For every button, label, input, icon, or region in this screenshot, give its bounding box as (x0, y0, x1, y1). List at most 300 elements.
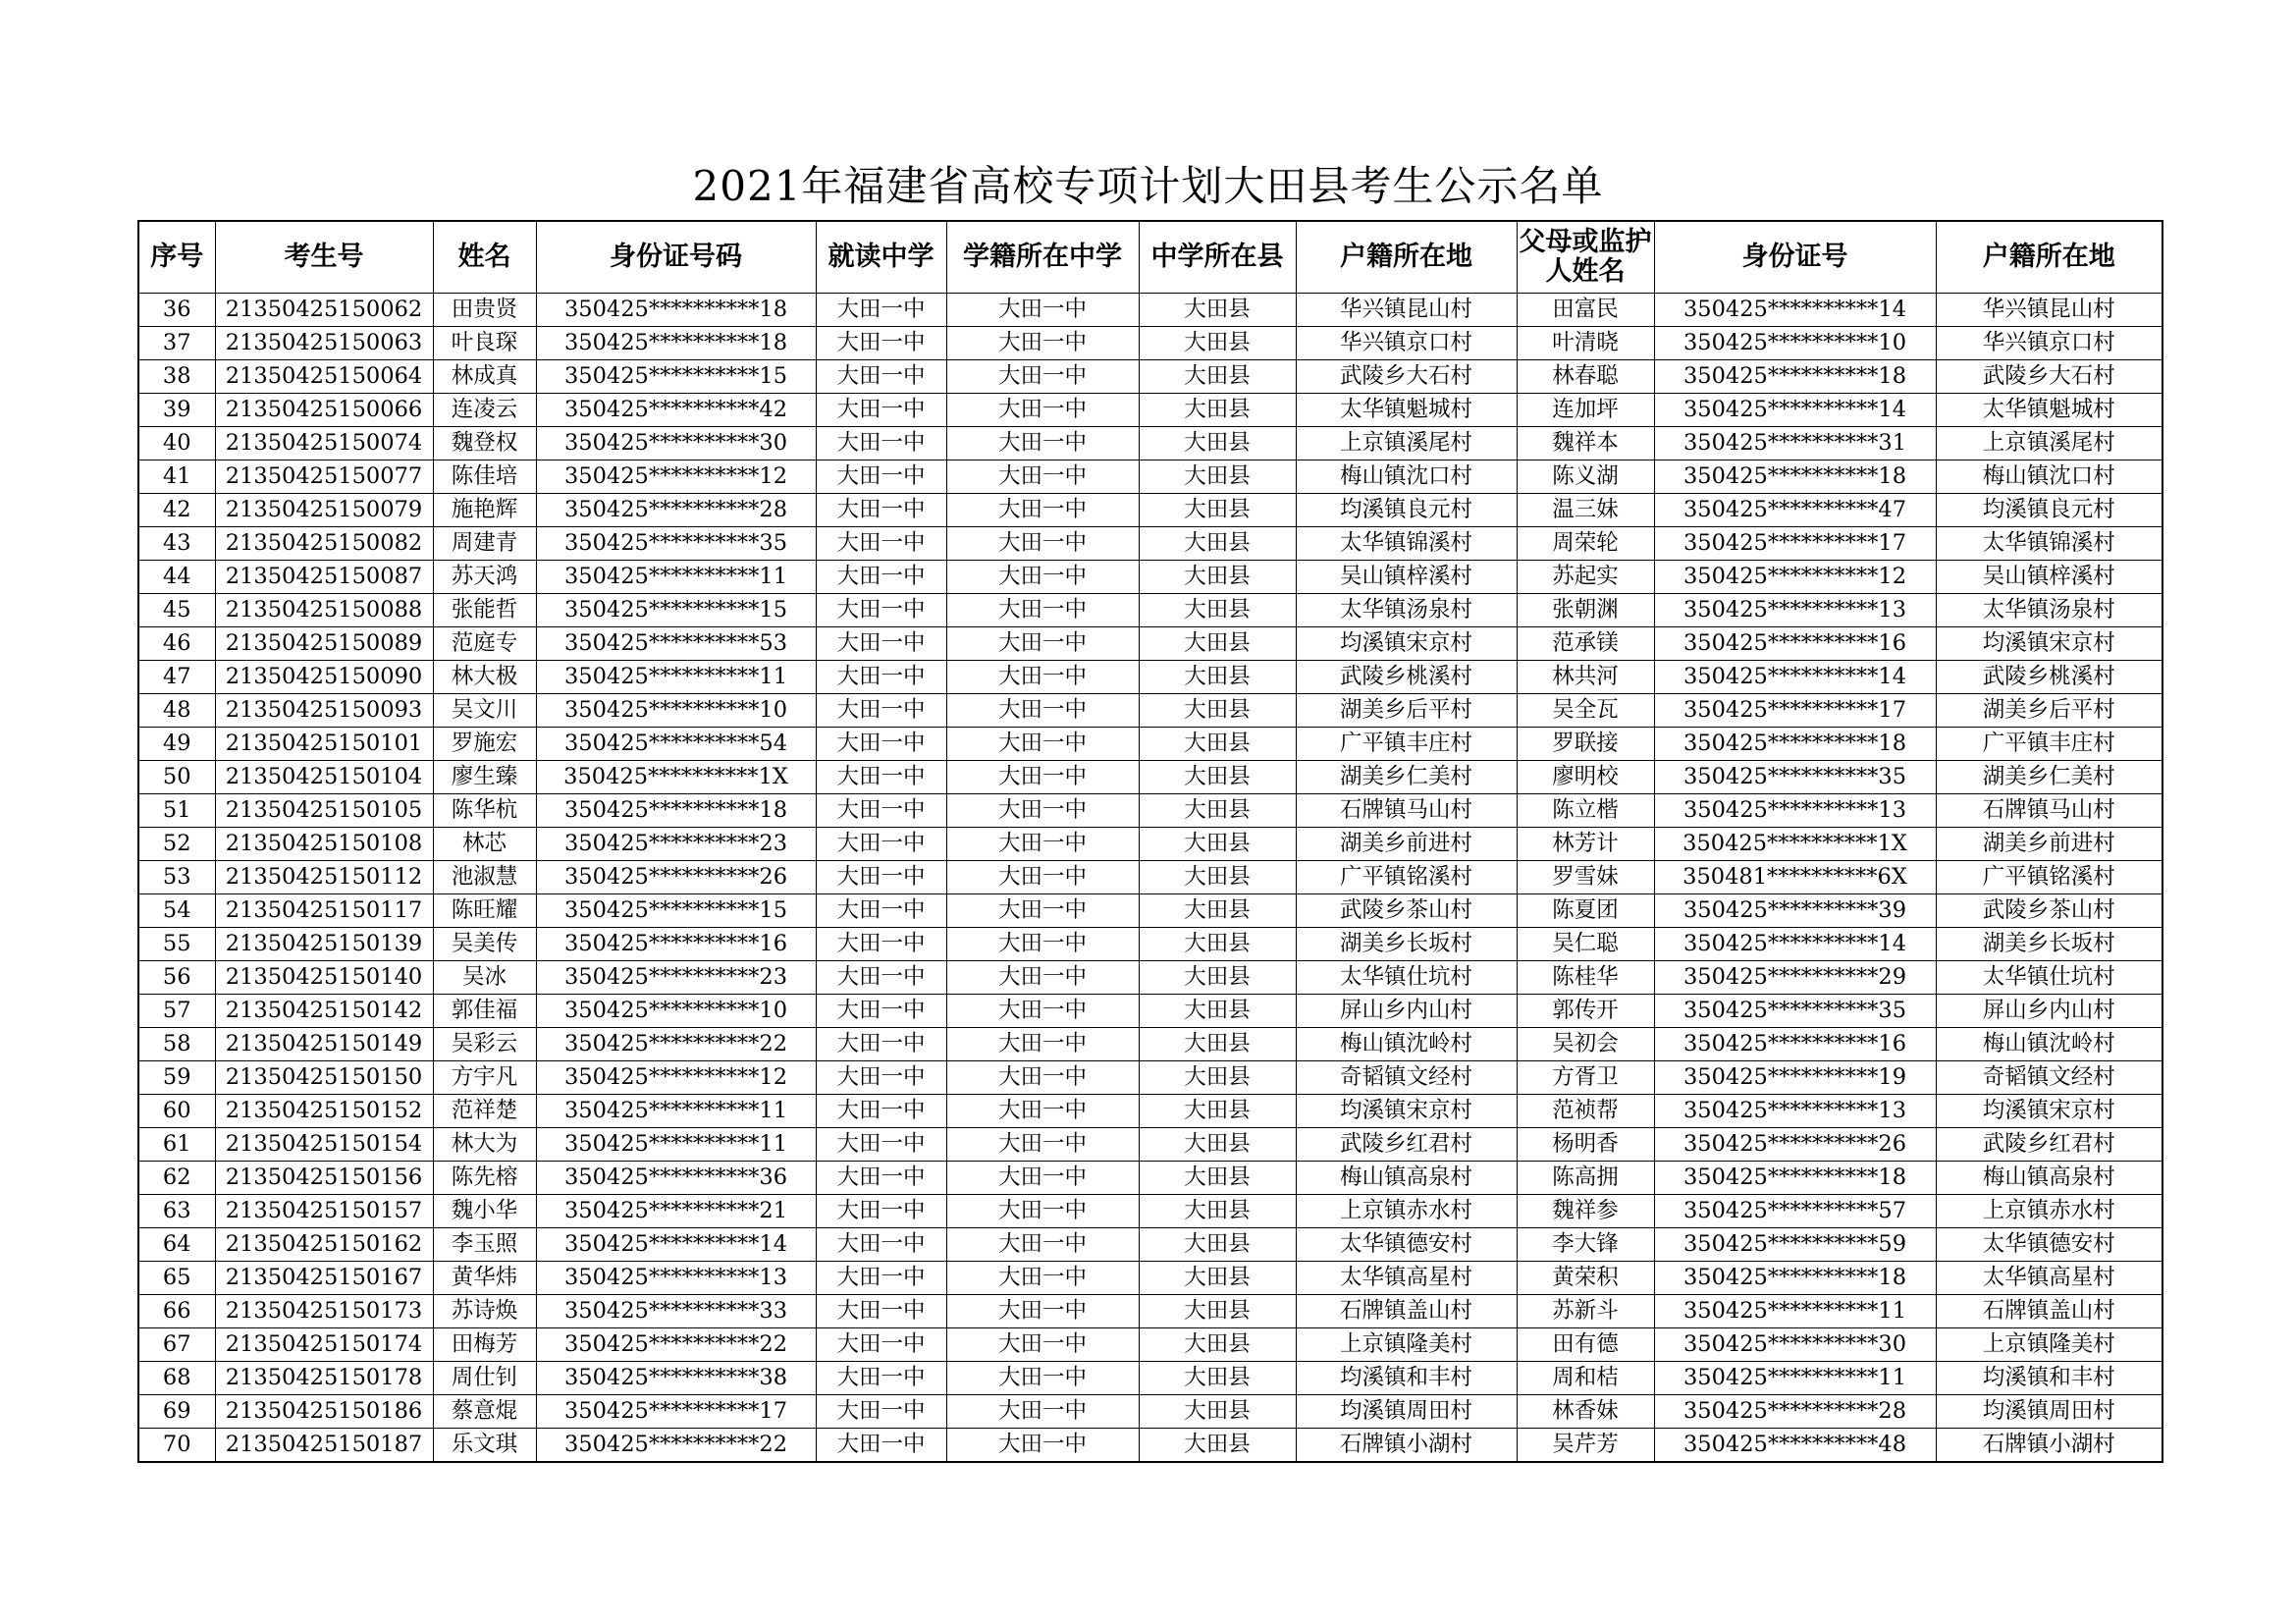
enrolled-school-cell: 大田一中 (946, 294, 1139, 327)
school-county-cell: 大田县 (1139, 561, 1296, 594)
guardian-name-cell: 苏起实 (1517, 561, 1654, 594)
residence-cell: 屏山乡内山村 (1296, 995, 1517, 1028)
index-cell: 53 (138, 861, 215, 894)
enrolled-school-cell: 大田一中 (946, 828, 1139, 861)
header-cell-enrolled-school: 学籍所在中学 (946, 221, 1139, 294)
guardian-id-cell: 350425**********14 (1654, 394, 1936, 427)
enrolled-school-cell: 大田一中 (946, 694, 1139, 728)
guardian-id-cell: 350425**********12 (1654, 561, 1936, 594)
guardian-residence-cell: 太华镇仕坑村 (1936, 961, 2163, 995)
residence-cell: 石牌镇马山村 (1296, 794, 1517, 828)
index-cell: 45 (138, 594, 215, 627)
school-cell: 大田一中 (816, 594, 946, 627)
index-cell: 63 (138, 1195, 215, 1228)
enrolled-school-cell: 大田一中 (946, 894, 1139, 928)
name-cell: 蔡意焜 (433, 1395, 536, 1429)
exam-number-cell: 21350425150082 (215, 527, 433, 561)
school-county-cell: 大田县 (1139, 861, 1296, 894)
guardian-name-cell: 范祯帮 (1517, 1095, 1654, 1128)
index-cell: 57 (138, 995, 215, 1028)
index-cell: 60 (138, 1095, 215, 1128)
exam-number-cell: 21350425150187 (215, 1429, 433, 1463)
school-cell: 大田一中 (816, 1061, 946, 1095)
table-row (138, 327, 2163, 360)
residence-cell: 太华镇汤泉村 (1296, 594, 1517, 627)
school-cell: 大田一中 (816, 1095, 946, 1128)
guardian-name-cell: 吴芹芳 (1517, 1429, 1654, 1463)
school-county-cell: 大田县 (1139, 1429, 1296, 1463)
guardian-name-cell: 吴全瓦 (1517, 694, 1654, 728)
table-row (138, 928, 2163, 961)
guardian-name-cell: 林共河 (1517, 661, 1654, 694)
guardian-residence-cell: 石牌镇盖山村 (1936, 1295, 2163, 1328)
index-cell: 64 (138, 1228, 215, 1262)
name-cell: 魏登权 (433, 427, 536, 460)
id-number-cell: 350425**********23 (536, 828, 816, 861)
table-row (138, 761, 2163, 794)
guardian-id-cell: 350425**********10 (1654, 327, 1936, 360)
table-row (138, 961, 2163, 995)
school-cell: 大田一中 (816, 627, 946, 661)
school-county-cell: 大田县 (1139, 1262, 1296, 1295)
index-cell: 68 (138, 1362, 215, 1395)
name-cell: 范庭专 (433, 627, 536, 661)
index-cell: 50 (138, 761, 215, 794)
enrolled-school-cell: 大田一中 (946, 494, 1139, 527)
guardian-id-cell: 350425**********16 (1654, 627, 1936, 661)
enrolled-school-cell: 大田一中 (946, 761, 1139, 794)
table-row (138, 1095, 2163, 1128)
enrolled-school-cell: 大田一中 (946, 1095, 1139, 1128)
guardian-residence-cell: 上京镇赤水村 (1936, 1195, 2163, 1228)
school-cell: 大田一中 (816, 728, 946, 761)
id-number-cell: 350425**********14 (536, 1228, 816, 1262)
exam-number-cell: 21350425150108 (215, 828, 433, 861)
guardian-residence-cell: 石牌镇小湖村 (1936, 1429, 2163, 1463)
guardian-id-cell: 350425**********14 (1654, 661, 1936, 694)
exam-number-cell: 21350425150117 (215, 894, 433, 928)
residence-cell: 湖美乡仁美村 (1296, 761, 1517, 794)
exam-number-cell: 21350425150152 (215, 1095, 433, 1128)
index-cell: 66 (138, 1295, 215, 1328)
id-number-cell: 350425**********12 (536, 460, 816, 494)
id-number-cell: 350425**********11 (536, 561, 816, 594)
residence-cell: 广平镇铭溪村 (1296, 861, 1517, 894)
name-cell: 廖生臻 (433, 761, 536, 794)
enrolled-school-cell: 大田一中 (946, 594, 1139, 627)
name-cell: 陈佳培 (433, 460, 536, 494)
id-number-cell: 350425**********10 (536, 694, 816, 728)
enrolled-school-cell: 大田一中 (946, 1295, 1139, 1328)
header-cell-name: 姓名 (433, 221, 536, 294)
id-number-cell: 350425**********30 (536, 427, 816, 460)
header-cell-school: 就读中学 (816, 221, 946, 294)
school-cell: 大田一中 (816, 828, 946, 861)
guardian-id-cell: 350425**********35 (1654, 761, 1936, 794)
exam-number-cell: 21350425150077 (215, 460, 433, 494)
header-cell-id-number: 身份证号码 (536, 221, 816, 294)
guardian-id-cell: 350425**********16 (1654, 1028, 1936, 1061)
index-cell: 48 (138, 694, 215, 728)
exam-number-cell: 21350425150090 (215, 661, 433, 694)
roster-table (137, 220, 2163, 1463)
guardian-residence-cell: 梅山镇沈口村 (1936, 460, 2163, 494)
id-number-cell: 350425**********22 (536, 1429, 816, 1463)
id-number-cell: 350425**********36 (536, 1162, 816, 1195)
school-cell: 大田一中 (816, 1262, 946, 1295)
name-cell: 方宇凡 (433, 1061, 536, 1095)
exam-number-cell: 21350425150149 (215, 1028, 433, 1061)
school-county-cell: 大田县 (1139, 828, 1296, 861)
exam-number-cell: 21350425150156 (215, 1162, 433, 1195)
school-county-cell: 大田县 (1139, 1061, 1296, 1095)
index-cell: 38 (138, 360, 215, 394)
guardian-name-cell: 魏祥参 (1517, 1195, 1654, 1228)
school-cell: 大田一中 (816, 694, 946, 728)
residence-cell: 石牌镇小湖村 (1296, 1429, 1517, 1463)
exam-number-cell: 21350425150089 (215, 627, 433, 661)
guardian-id-cell: 350425**********35 (1654, 995, 1936, 1028)
residence-cell: 武陵乡茶山村 (1296, 894, 1517, 928)
residence-cell: 武陵乡红君村 (1296, 1128, 1517, 1162)
guardian-residence-cell: 华兴镇昆山村 (1936, 294, 2163, 327)
guardian-id-cell: 350425**********18 (1654, 1262, 1936, 1295)
index-cell: 70 (138, 1429, 215, 1463)
index-cell: 43 (138, 527, 215, 561)
table-row (138, 627, 2163, 661)
residence-cell: 奇韬镇文经村 (1296, 1061, 1517, 1095)
id-number-cell: 350425**********12 (536, 1061, 816, 1095)
table-row (138, 1328, 2163, 1362)
table-row (138, 694, 2163, 728)
guardian-residence-cell: 武陵乡桃溪村 (1936, 661, 2163, 694)
school-county-cell: 大田县 (1139, 1128, 1296, 1162)
school-county-cell: 大田县 (1139, 427, 1296, 460)
exam-number-cell: 21350425150104 (215, 761, 433, 794)
header-cell-guardian-residence: 户籍所在地 (1936, 221, 2163, 294)
school-county-cell: 大田县 (1139, 661, 1296, 694)
exam-number-cell: 21350425150063 (215, 327, 433, 360)
name-cell: 乐文琪 (433, 1429, 536, 1463)
index-cell: 56 (138, 961, 215, 995)
guardian-id-cell: 350425**********48 (1654, 1429, 1936, 1463)
index-cell: 36 (138, 294, 215, 327)
guardian-id-cell: 350425**********18 (1654, 460, 1936, 494)
id-number-cell: 350425**********16 (536, 928, 816, 961)
table-row (138, 1395, 2163, 1429)
name-cell: 魏小华 (433, 1195, 536, 1228)
school-county-cell: 大田县 (1139, 627, 1296, 661)
school-county-cell: 大田县 (1139, 1295, 1296, 1328)
exam-number-cell: 21350425150101 (215, 728, 433, 761)
exam-number-cell: 21350425150139 (215, 928, 433, 961)
residence-cell: 华兴镇昆山村 (1296, 294, 1517, 327)
id-number-cell: 350425**********11 (536, 1128, 816, 1162)
header-cell-guardian-name: 父母或监护人姓名 (1517, 221, 1654, 294)
enrolled-school-cell: 大田一中 (946, 327, 1139, 360)
residence-cell: 广平镇丰庄村 (1296, 728, 1517, 761)
name-cell: 连凌云 (433, 394, 536, 427)
guardian-name-cell: 林春聪 (1517, 360, 1654, 394)
index-cell: 58 (138, 1028, 215, 1061)
index-cell: 54 (138, 894, 215, 928)
id-number-cell: 350425**********17 (536, 1395, 816, 1429)
exam-number-cell: 21350425150157 (215, 1195, 433, 1228)
table-row (138, 828, 2163, 861)
residence-cell: 均溪镇周田村 (1296, 1395, 1517, 1429)
enrolled-school-cell: 大田一中 (946, 460, 1139, 494)
exam-number-cell: 21350425150174 (215, 1328, 433, 1362)
index-cell: 39 (138, 394, 215, 427)
enrolled-school-cell: 大田一中 (946, 1128, 1139, 1162)
id-number-cell: 350425**********13 (536, 1262, 816, 1295)
id-number-cell: 350425**********26 (536, 861, 816, 894)
exam-number-cell: 21350425150178 (215, 1362, 433, 1395)
guardian-residence-cell: 均溪镇良元村 (1936, 494, 2163, 527)
guardian-name-cell: 吴初会 (1517, 1028, 1654, 1061)
id-number-cell: 350425**********18 (536, 794, 816, 828)
id-number-cell: 350425**********33 (536, 1295, 816, 1328)
index-cell: 55 (138, 928, 215, 961)
table-row (138, 1228, 2163, 1262)
guardian-name-cell: 连加坪 (1517, 394, 1654, 427)
school-county-cell: 大田县 (1139, 1095, 1296, 1128)
guardian-id-cell: 350425**********18 (1654, 1162, 1936, 1195)
name-cell: 吴文川 (433, 694, 536, 728)
exam-number-cell: 21350425150066 (215, 394, 433, 427)
guardian-residence-cell: 屏山乡内山村 (1936, 995, 2163, 1028)
guardian-residence-cell: 均溪镇宋京村 (1936, 1095, 2163, 1128)
school-cell: 大田一中 (816, 294, 946, 327)
residence-cell: 上京镇隆美村 (1296, 1328, 1517, 1362)
guardian-residence-cell: 武陵乡茶山村 (1936, 894, 2163, 928)
header-cell-index: 序号 (138, 221, 215, 294)
residence-cell: 均溪镇和丰村 (1296, 1362, 1517, 1395)
school-cell: 大田一中 (816, 1195, 946, 1228)
residence-cell: 均溪镇良元村 (1296, 494, 1517, 527)
index-cell: 69 (138, 1395, 215, 1429)
residence-cell: 梅山镇高泉村 (1296, 1162, 1517, 1195)
exam-number-cell: 21350425150142 (215, 995, 433, 1028)
name-cell: 林成真 (433, 360, 536, 394)
enrolled-school-cell: 大田一中 (946, 360, 1139, 394)
enrolled-school-cell: 大田一中 (946, 961, 1139, 995)
school-county-cell: 大田县 (1139, 1228, 1296, 1262)
enrolled-school-cell: 大田一中 (946, 1061, 1139, 1095)
residence-cell: 上京镇溪尾村 (1296, 427, 1517, 460)
enrolled-school-cell: 大田一中 (946, 427, 1139, 460)
table-row (138, 294, 2163, 327)
school-cell: 大田一中 (816, 527, 946, 561)
guardian-residence-cell: 石牌镇马山村 (1936, 794, 2163, 828)
residence-cell: 吴山镇梓溪村 (1296, 561, 1517, 594)
school-cell: 大田一中 (816, 1362, 946, 1395)
school-cell: 大田一中 (816, 961, 946, 995)
name-cell: 黄华炜 (433, 1262, 536, 1295)
school-cell: 大田一中 (816, 327, 946, 360)
name-cell: 周建青 (433, 527, 536, 561)
name-cell: 池淑慧 (433, 861, 536, 894)
guardian-residence-cell: 华兴镇京口村 (1936, 327, 2163, 360)
header-cell-guardian-id: 身份证号 (1654, 221, 1936, 294)
id-number-cell: 350425**********1X (536, 761, 816, 794)
guardian-id-cell: 350425**********14 (1654, 928, 1936, 961)
guardian-residence-cell: 奇韬镇文经村 (1936, 1061, 2163, 1095)
guardian-name-cell: 苏新斗 (1517, 1295, 1654, 1328)
school-county-cell: 大田县 (1139, 794, 1296, 828)
school-county-cell: 大田县 (1139, 527, 1296, 561)
school-cell: 大田一中 (816, 1128, 946, 1162)
index-cell: 52 (138, 828, 215, 861)
index-cell: 44 (138, 561, 215, 594)
school-county-cell: 大田县 (1139, 694, 1296, 728)
index-cell: 49 (138, 728, 215, 761)
enrolled-school-cell: 大田一中 (946, 1162, 1139, 1195)
enrolled-school-cell: 大田一中 (946, 627, 1139, 661)
guardian-id-cell: 350425**********17 (1654, 694, 1936, 728)
exam-number-cell: 21350425150162 (215, 1228, 433, 1262)
index-cell: 37 (138, 327, 215, 360)
school-county-cell: 大田县 (1139, 360, 1296, 394)
exam-number-cell: 21350425150087 (215, 561, 433, 594)
name-cell: 陈先榕 (433, 1162, 536, 1195)
exam-number-cell: 21350425150062 (215, 294, 433, 327)
id-number-cell: 350425**********18 (536, 327, 816, 360)
header-cell-residence: 户籍所在地 (1296, 221, 1517, 294)
exam-number-cell: 21350425150079 (215, 494, 433, 527)
exam-number-cell: 21350425150154 (215, 1128, 433, 1162)
guardian-name-cell: 温三妹 (1517, 494, 1654, 527)
enrolled-school-cell: 大田一中 (946, 861, 1139, 894)
residence-cell: 上京镇赤水村 (1296, 1195, 1517, 1228)
id-number-cell: 350425**********18 (536, 294, 816, 327)
guardian-name-cell: 陈义湖 (1517, 460, 1654, 494)
id-number-cell: 350425**********15 (536, 360, 816, 394)
guardian-name-cell: 田有德 (1517, 1328, 1654, 1362)
guardian-name-cell: 林香妹 (1517, 1395, 1654, 1429)
index-cell: 61 (138, 1128, 215, 1162)
id-number-cell: 350425**********53 (536, 627, 816, 661)
guardian-id-cell: 350425**********39 (1654, 894, 1936, 928)
guardian-id-cell: 350425**********59 (1654, 1228, 1936, 1262)
id-number-cell: 350425**********10 (536, 995, 816, 1028)
table-row (138, 1061, 2163, 1095)
school-county-cell: 大田县 (1139, 394, 1296, 427)
id-number-cell: 350425**********15 (536, 594, 816, 627)
guardian-name-cell: 周和桔 (1517, 1362, 1654, 1395)
guardian-name-cell: 黄荣积 (1517, 1262, 1654, 1295)
table-row (138, 1128, 2163, 1162)
school-cell: 大田一中 (816, 1395, 946, 1429)
school-cell: 大田一中 (816, 1028, 946, 1061)
guardian-name-cell: 罗联接 (1517, 728, 1654, 761)
index-cell: 59 (138, 1061, 215, 1095)
index-cell: 65 (138, 1262, 215, 1295)
school-cell: 大田一中 (816, 861, 946, 894)
index-cell: 41 (138, 460, 215, 494)
name-cell: 李玉照 (433, 1228, 536, 1262)
id-number-cell: 350425**********15 (536, 894, 816, 928)
residence-cell: 太华镇德安村 (1296, 1228, 1517, 1262)
guardian-id-cell: 350425**********19 (1654, 1061, 1936, 1095)
school-cell: 大田一中 (816, 460, 946, 494)
id-number-cell: 350425**********54 (536, 728, 816, 761)
guardian-id-cell: 350425**********1X (1654, 828, 1936, 861)
school-cell: 大田一中 (816, 360, 946, 394)
school-cell: 大田一中 (816, 394, 946, 427)
residence-cell: 武陵乡桃溪村 (1296, 661, 1517, 694)
guardian-residence-cell: 梅山镇高泉村 (1936, 1162, 2163, 1195)
name-cell: 范祥楚 (433, 1095, 536, 1128)
guardian-name-cell: 陈高拥 (1517, 1162, 1654, 1195)
guardian-residence-cell: 广平镇丰庄村 (1936, 728, 2163, 761)
guardian-residence-cell: 均溪镇周田村 (1936, 1395, 2163, 1429)
enrolled-school-cell: 大田一中 (946, 1362, 1139, 1395)
id-number-cell: 350425**********28 (536, 494, 816, 527)
exam-number-cell: 21350425150167 (215, 1262, 433, 1295)
exam-number-cell: 21350425150105 (215, 794, 433, 828)
school-county-cell: 大田县 (1139, 294, 1296, 327)
school-cell: 大田一中 (816, 995, 946, 1028)
school-county-cell: 大田县 (1139, 728, 1296, 761)
enrolled-school-cell: 大田一中 (946, 527, 1139, 561)
residence-cell: 华兴镇京口村 (1296, 327, 1517, 360)
id-number-cell: 350425**********22 (536, 1028, 816, 1061)
guardian-residence-cell: 梅山镇沈岭村 (1936, 1028, 2163, 1061)
school-county-cell: 大田县 (1139, 494, 1296, 527)
index-cell: 40 (138, 427, 215, 460)
guardian-name-cell: 张朝渊 (1517, 594, 1654, 627)
school-cell: 大田一中 (816, 561, 946, 594)
guardian-id-cell: 350425**********28 (1654, 1395, 1936, 1429)
table-row (138, 661, 2163, 694)
guardian-name-cell: 魏祥本 (1517, 427, 1654, 460)
exam-number-cell: 21350425150064 (215, 360, 433, 394)
table-row (138, 794, 2163, 828)
guardian-residence-cell: 湖美乡前进村 (1936, 828, 2163, 861)
table-row (138, 1295, 2163, 1328)
roster-body (138, 294, 2163, 1463)
residence-cell: 太华镇锦溪村 (1296, 527, 1517, 561)
table-row (138, 1362, 2163, 1395)
guardian-residence-cell: 太华镇汤泉村 (1936, 594, 2163, 627)
name-cell: 苏诗焕 (433, 1295, 536, 1328)
name-cell: 田贵贤 (433, 294, 536, 327)
residence-cell: 湖美乡长坂村 (1296, 928, 1517, 961)
id-number-cell: 350425**********11 (536, 1095, 816, 1128)
table-row (138, 1195, 2163, 1228)
school-cell: 大田一中 (816, 1429, 946, 1463)
guardian-residence-cell: 湖美乡长坂村 (1936, 928, 2163, 961)
page-title: 2021年福建省高校专项计划大田县考生公示名单 (692, 162, 1604, 210)
table-row (138, 1162, 2163, 1195)
index-cell: 51 (138, 794, 215, 828)
guardian-residence-cell: 湖美乡仁美村 (1936, 761, 2163, 794)
exam-number-cell: 21350425150140 (215, 961, 433, 995)
table-row (138, 360, 2163, 394)
name-cell: 吴冰 (433, 961, 536, 995)
id-number-cell: 350425**********38 (536, 1362, 816, 1395)
guardian-id-cell: 350425**********11 (1654, 1362, 1936, 1395)
enrolled-school-cell: 大田一中 (946, 661, 1139, 694)
guardian-name-cell: 郭传开 (1517, 995, 1654, 1028)
guardian-id-cell: 350425**********18 (1654, 728, 1936, 761)
guardian-residence-cell: 武陵乡大石村 (1936, 360, 2163, 394)
residence-cell: 梅山镇沈口村 (1296, 460, 1517, 494)
guardian-name-cell: 陈立楷 (1517, 794, 1654, 828)
name-cell: 陈华杭 (433, 794, 536, 828)
name-cell: 苏天鸿 (433, 561, 536, 594)
